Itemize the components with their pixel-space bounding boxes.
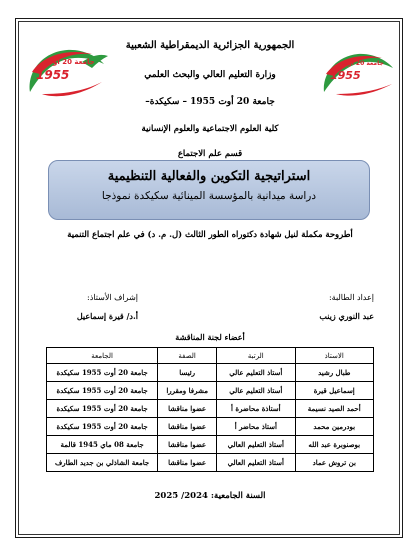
member-role: مشرفا ومقررا [158, 382, 217, 400]
member-university: جامعة 20 أوت 1955 سكيكدة [47, 418, 158, 436]
republic-line: الجمهورية الجزائرية الديمقراطية الشعبية [125, 40, 295, 51]
member-role: عضوا مناقشا [158, 418, 217, 436]
table-row [47, 364, 374, 382]
member-rank: أستاذ محاضر أ [217, 418, 295, 436]
member-name: بودرمين محمد [295, 418, 373, 436]
university-logo-right [318, 48, 398, 98]
table-row [47, 436, 374, 454]
member-rank: أستاذ التعليم العالي [217, 454, 295, 472]
header-rank: الرتبة [217, 348, 295, 364]
supervisor-name: أ.د/ قيرة إسماعيل [76, 311, 138, 321]
committee-table [46, 347, 374, 472]
faculty-line: كلية العلوم الاجتماعية والعلوم الإنسانية [141, 124, 279, 134]
member-name: أحمد الصيد نسيمة [295, 400, 373, 418]
member-role: رئيسا [158, 364, 217, 382]
logo-text-top: جامعة 20 أوت [342, 60, 384, 67]
member-name: طبال رشيد [295, 364, 373, 382]
supervisor-label: إشراف الأستاذ: [87, 293, 138, 302]
header-role: الصفة [158, 348, 217, 364]
academic-year: السنة الجامعية: 2024/ 2025 [154, 491, 266, 501]
member-university: جامعة 20 أوت 1955 سكيكدة [47, 400, 158, 418]
member-role: عضوا مناقشا [158, 436, 217, 454]
department-line: قسم علم الاجتماع [177, 149, 243, 159]
header-university: الجامعة [47, 348, 158, 364]
member-university: جامعة 20 أوت 1955 سكيكدة [47, 364, 158, 382]
ministry-line: وزارة التعليم العالي والبحث العلمي [144, 70, 276, 80]
member-name: بوصنوبرة عبد الله [295, 436, 373, 454]
member-rank: أستاذ التعليم عالي [217, 364, 295, 382]
table-row [47, 418, 374, 436]
committee-title: أعضاء لجنة المناقشة [175, 332, 245, 342]
university-logo-left [22, 42, 112, 102]
table-row [47, 400, 374, 418]
university-line: جامعة 20 أوت 1955 – سكيكدة– [145, 97, 275, 107]
member-name: بن تروش عماد [295, 454, 373, 472]
member-university: جامعة الشاذلي بن جديد الطارف [47, 454, 158, 472]
thesis-title: استراتيجية التكوين والفعالية التنظيمية [107, 169, 311, 184]
thesis-subtitle: دراسة ميدانية بالمؤسسة المينائية سكيكدة نموذجا [101, 190, 317, 202]
logo-year: 1955 [330, 69, 361, 82]
thesis-description: أطروحة مكملة لنيل شهادة دكتوراه الطور الثالث (ل. م. د) في علم اجتماع التنمية [67, 229, 353, 239]
member-rank: أستاذة محاضرة أ [217, 400, 295, 418]
member-name: إسماعيل قيرة [295, 382, 373, 400]
committee-header-row [47, 348, 374, 364]
member-role: عضوا مناقشا [158, 400, 217, 418]
table-row [47, 454, 374, 472]
member-rank: أستاذ التعليم العالي [217, 436, 295, 454]
table-row [47, 382, 374, 400]
student-name: عبد النوري زينب [319, 311, 374, 321]
member-university: جامعة 08 ماي 1945 قالمة [47, 436, 158, 454]
header-professor: الاستاذ [295, 348, 373, 364]
student-label: إعداد الطالبة: [328, 293, 374, 302]
member-rank: أستاذ التعليم عالي [217, 382, 295, 400]
member-university: جامعة 20 أوت 1955 سكيكدة [47, 382, 158, 400]
logo-year: 1955 [36, 68, 70, 82]
member-role: عضوا مناقشا [158, 454, 217, 472]
thesis-title-box [48, 160, 370, 220]
logo-text-top: جامعة 20 أوت [46, 58, 95, 66]
